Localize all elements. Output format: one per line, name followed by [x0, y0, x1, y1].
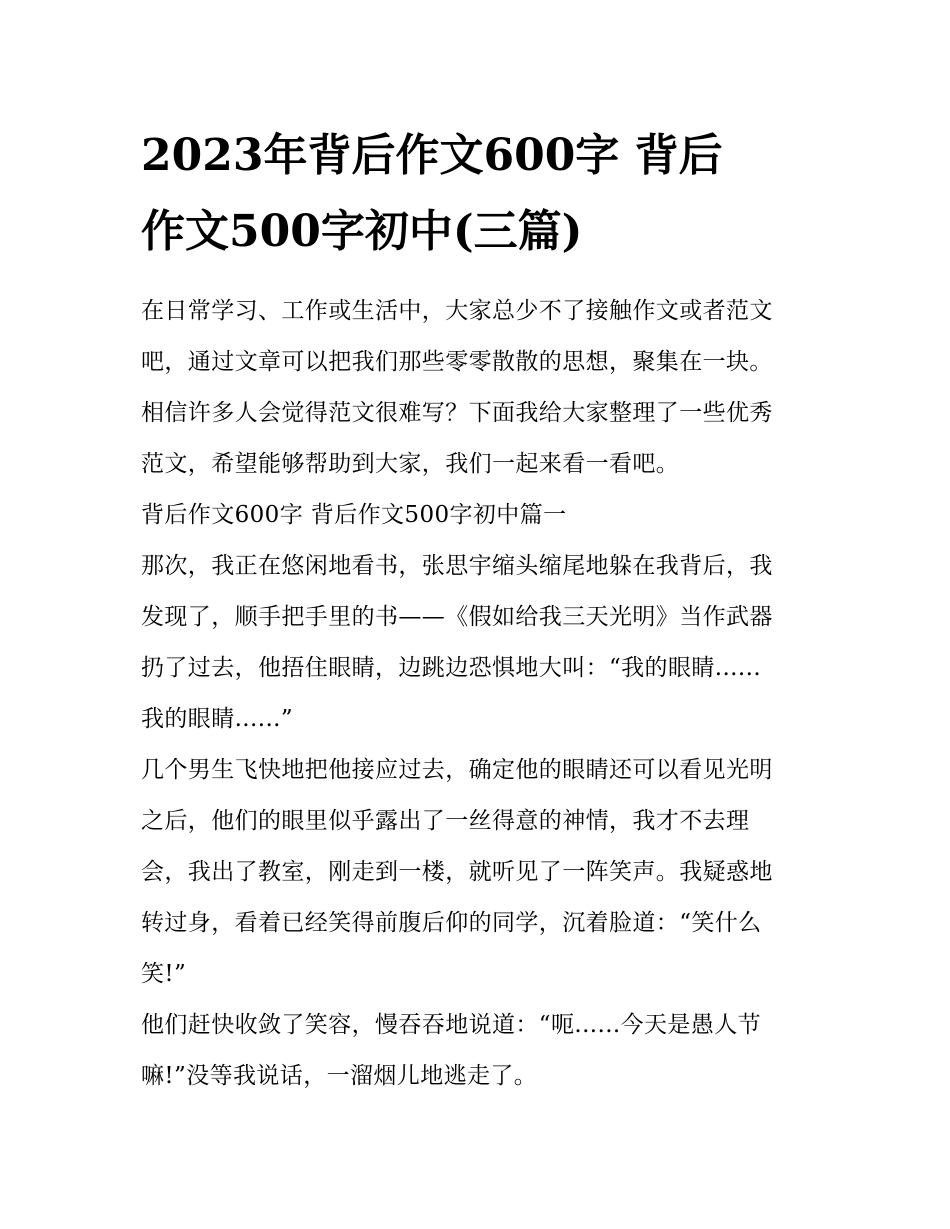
body-line: 嘛!”没等我说话，一溜烟儿地逃走了。 [141, 1063, 538, 1089]
document-title [141, 118, 817, 270]
intro-line: 相信许多人会觉得范文很难写？下面我给大家整理了一些优秀 [141, 400, 773, 426]
body-line: 会，我出了教室，刚走到一楼，就听见了一阵笑声。我疑惑地 [141, 859, 773, 885]
title-line: 作文500字初中(三篇) [141, 206, 583, 257]
body-line: 他们赶快收敛了笑容，慢吞吞地说道：“呃......今天是愚人节 [141, 1012, 762, 1038]
body-line: 扔了过去，他捂住眼睛，边跳边恐惧地大叫：“我的眼睛...... [141, 655, 762, 681]
intro-line: 在日常学习、工作或生活中，大家总少不了接触作文或者范文 [141, 298, 773, 324]
intro-line: 吧，通过文章可以把我们那些零零散散的思想，聚集在一块。 [141, 349, 773, 375]
body-line: 转过身，看着已经笑得前腹后仰的同学，沉着脸道：“笑什么 [141, 910, 762, 936]
document-body [141, 286, 817, 1102]
body-line: 几个男生飞快地把他接应过去，确定他的眼睛还可以看见光明 [141, 757, 773, 783]
intro-line: 范文，希望能够帮助到大家，我们一起来看一看吧。 [141, 451, 680, 477]
body-line: 那次，我正在悠闲地看书，张思宇缩头缩尾地躲在我背后，我 [141, 553, 773, 579]
body-line: 笑!” [141, 961, 187, 987]
body-line: 发现了，顺手把手里的书——《假如给我三天光明》当作武器 [141, 604, 773, 630]
body-line: 我的眼睛......” [141, 706, 294, 732]
document-content [141, 118, 817, 1102]
title-line: 2023年背后作文600字 背后 [141, 130, 723, 181]
body-line: 之后，他们的眼里似乎露出了一丝得意的神情，我才不去理 [141, 808, 750, 834]
section-heading: 背后作文600字 背后作文500字初中篇一 [141, 502, 567, 528]
